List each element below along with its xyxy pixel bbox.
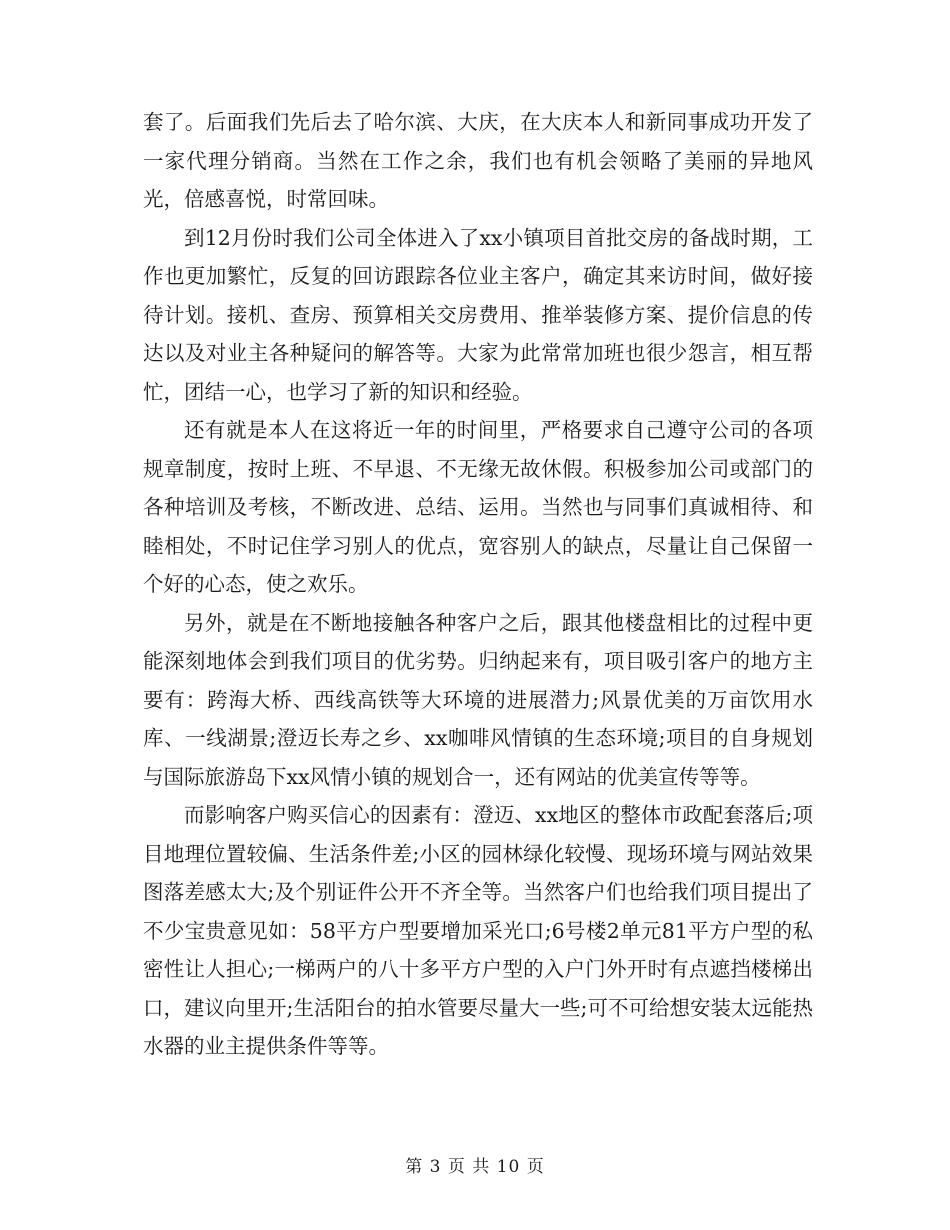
document-body: [143, 103, 813, 1066]
page-number-footer: 第 3 页 共 10 页: [405, 1157, 545, 1177]
paragraph-3: 还有就是本人在这将近一年的时间里，严格要求自己遵守公司的各项规章制度，按时上班、不早退、不无缘无故休假。积极参加公司或部门的各种培训及考核，不断改进、总结、运用。当然也与同事们真诚相待、和睦相处，不时记住学习别人的优点，宽容别人的缺点，尽量让自己保留一个好的心态，使之欢乐。: [143, 418, 813, 596]
paragraph-5: 而影响客户购买信心的因素有：澄迈、xx地区的整体市政配套落后;项目地理位置较偏、生活条件差;小区的园林绿化较慢、现场环境与网站效果图落差感太大;及个别证件公开不齐全等。当然客户们也给我们项目提出了不少宝贵意见如：58平方户型要增加采光口;6号楼2单元81平方户型的私密性让人担心;一梯两户的八十多平方户型的入户门外开时有点遮挡楼梯出口，建议向里开;生活阳台的拍水管要尽量大一些;可不可给想安装太远能热水器的业主提供条件等等。: [143, 803, 813, 1058]
paragraph-4: 另外，就是在不断地接触各种客户之后，跟其他楼盘相比的过程中更能深刻地体会到我们项目的优劣势。归纳起来有，项目吸引客户的地方主要有：跨海大桥、西线高铁等大环境的进展潜力;风景优美的万亩饮用水库、一线湖景;澄迈长寿之乡、xx咖啡风情镇的生态环境;项目的自身规划与国际旅游岛下xx风情小镇的规划合一，还有网站的优美宣传等等。: [143, 610, 813, 789]
paragraph-2: 到12月份时我们公司全体进入了xx小镇项目首批交房的备战时期，工作也更加繁忙，反复的回访跟踪各位业主客户，确定其来访时间，做好接待计划。接机、查房、预算相关交房费用、推举装修方案、提价信息的传达以及对业主各种疑问的解答等。大家为此常常加班也很少怨言，相互帮忙，团结一心，也学习了新的知识和经验。: [143, 225, 813, 404]
paragraph-1: 套了。后面我们先后去了哈尔滨、大庆，在大庆本人和新同事成功开发了一家代理分销商。当然在工作之余，我们也有机会领略了美丽的异地风光，倍感喜悦，时常回味。: [143, 110, 813, 211]
